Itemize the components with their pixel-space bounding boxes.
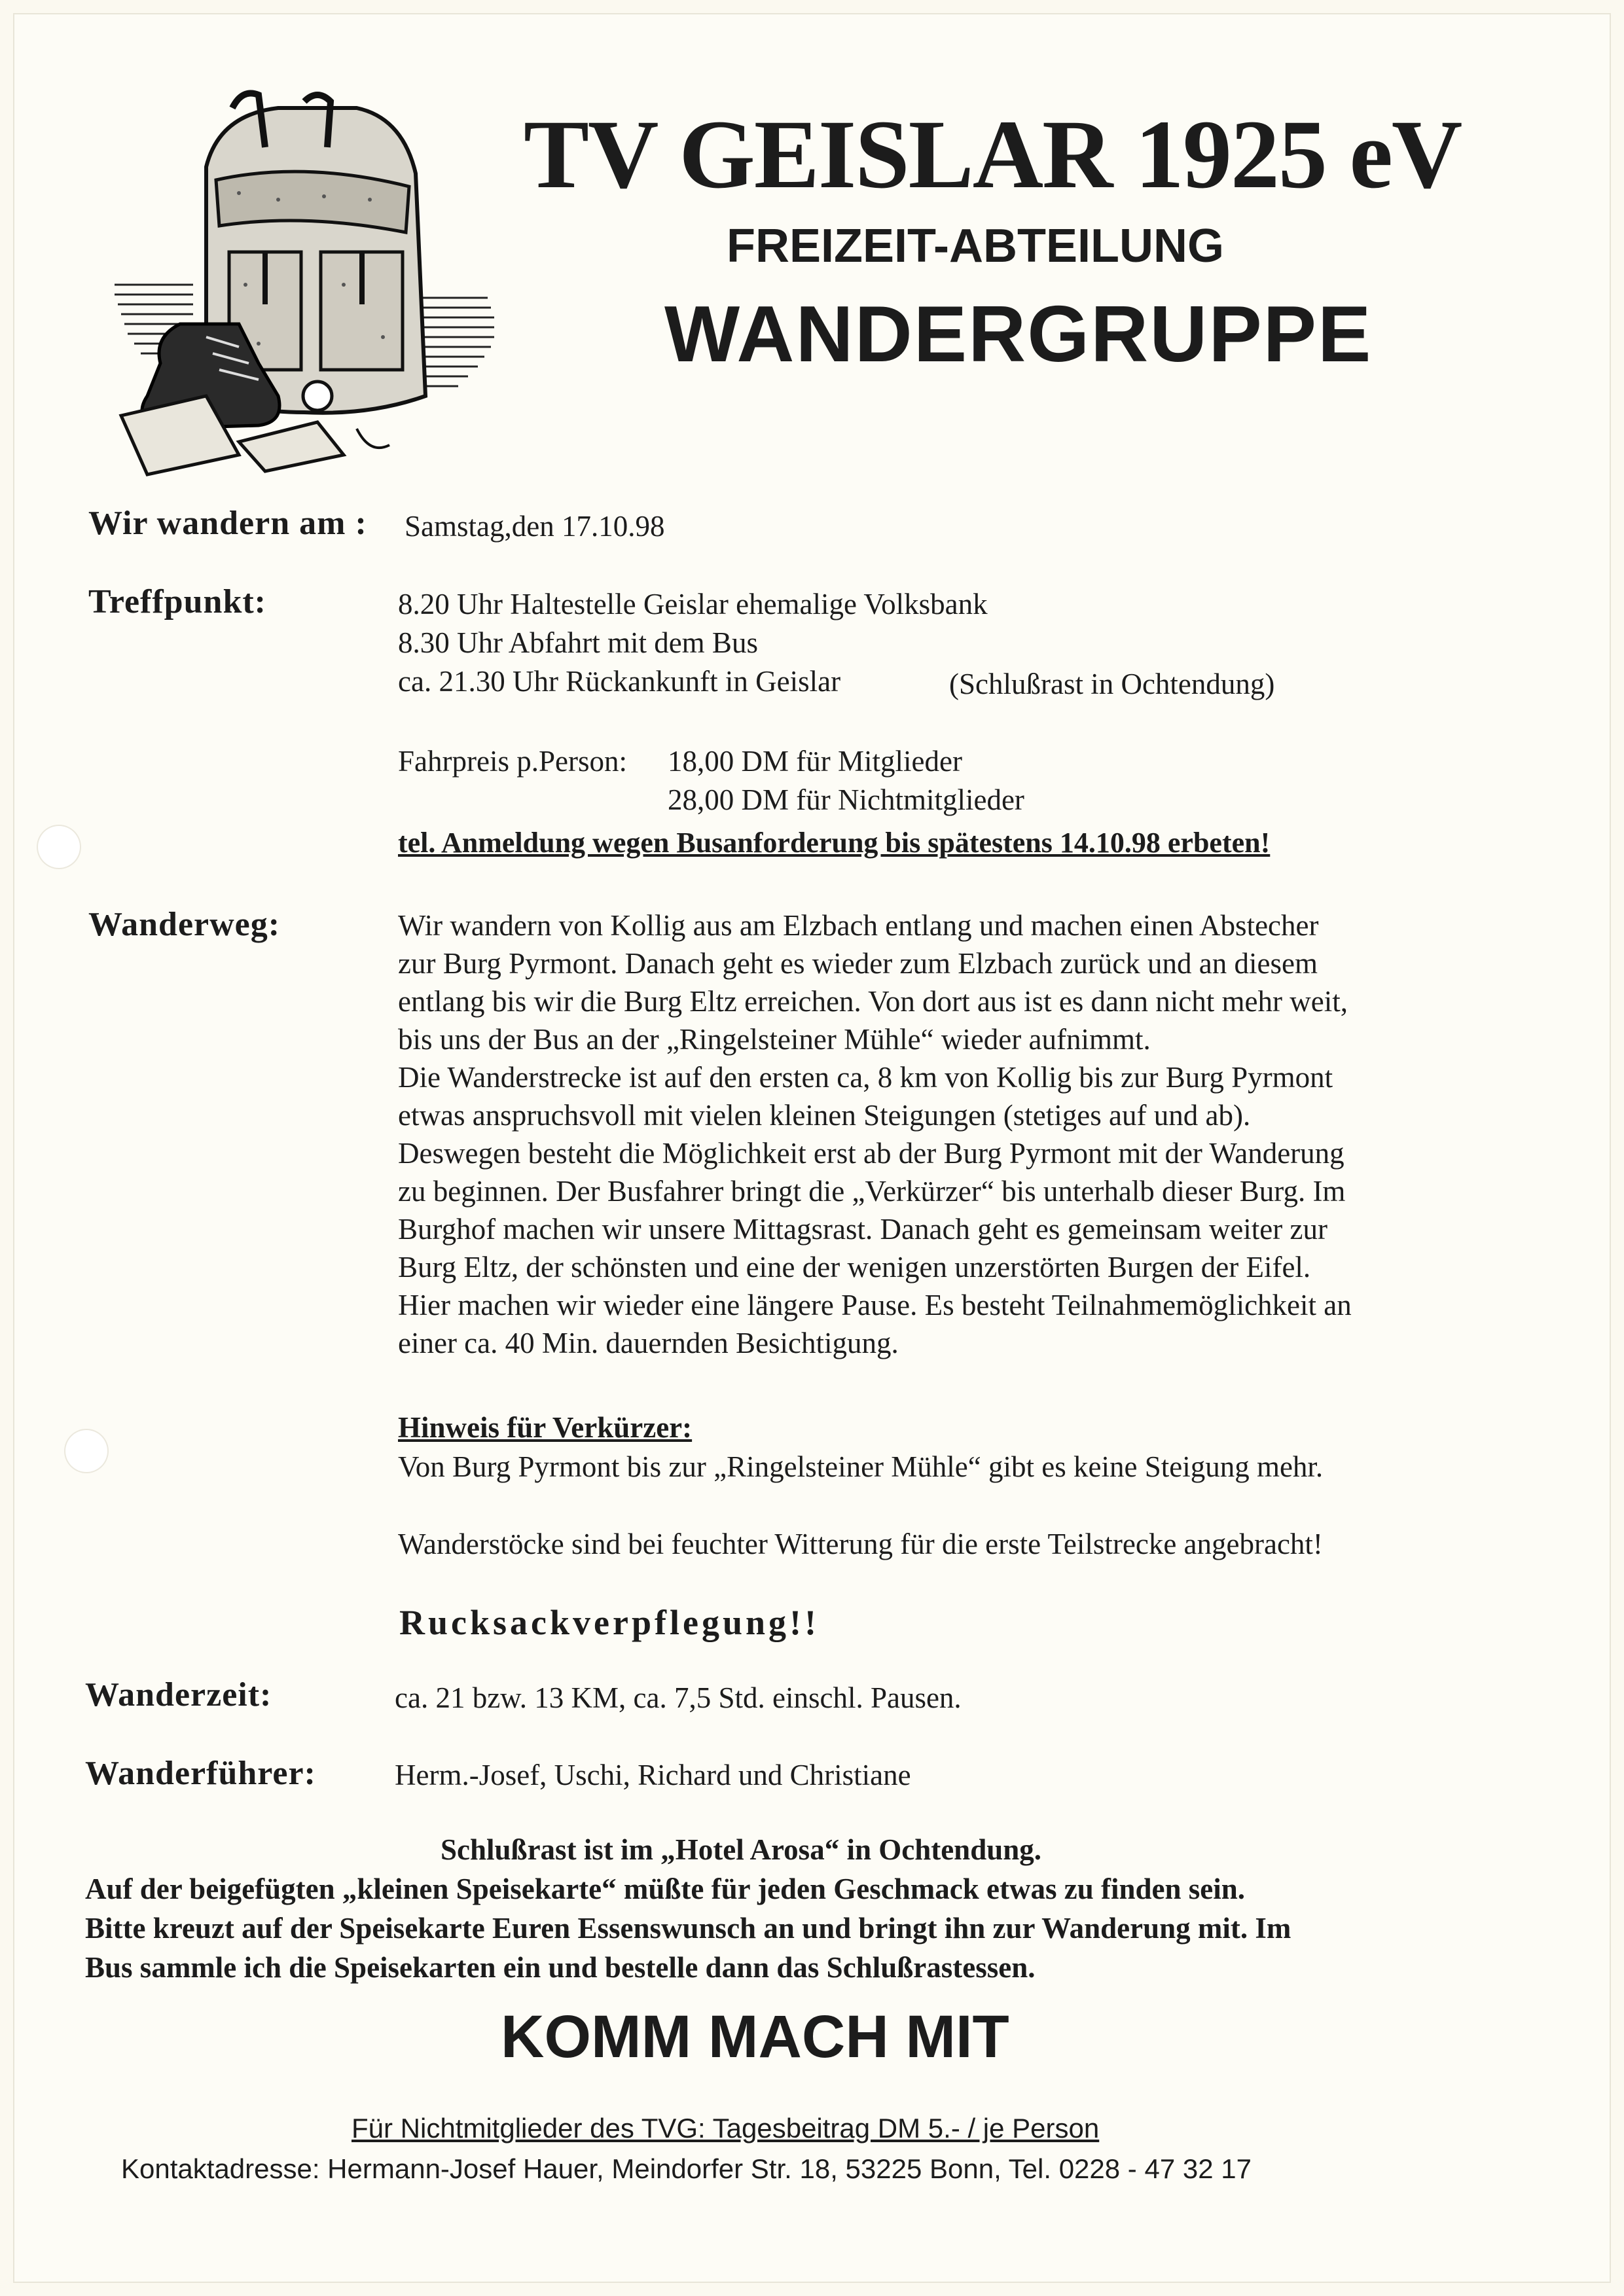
wanderweg-label: Wanderweg: xyxy=(88,906,281,943)
contact-address: Kontaktadresse: Hermann-Josef Hauer, Meindorfer Str. 18, 53225 Bonn, Tel. 0228 - 47 32 17 xyxy=(121,2153,1252,2184)
wanderfuehrer-label: Wanderführer: xyxy=(85,1755,316,1792)
wanderweg-line: einer ca. 40 Min. dauernden Besichtigung. xyxy=(398,1327,899,1359)
poles-note: Wanderstöcke sind bei feuchter Witterung für die erste Teilstrecke angebracht! xyxy=(398,1528,1323,1560)
treffpunkt-line: 8.20 Uhr Haltestelle Geislar ehemalige Volksbank xyxy=(398,588,988,620)
wanderweg-line: zu beginnen. Der Busfahrer bringt die „Verkürzer“ bis unterhalb dieser Burg. Im xyxy=(398,1175,1346,1208)
treffpunkt-line: 8.30 Uhr Abfahrt mit dem Bus xyxy=(398,626,758,659)
treffpunkt-label: Treffpunkt: xyxy=(88,583,266,620)
closing-line: Schlußrast ist im „Hotel Arosa“ in Ochtendung. xyxy=(441,1833,1042,1866)
date-label: Wir wandern am : xyxy=(88,505,367,542)
wanderzeit-label: Wanderzeit: xyxy=(85,1676,272,1713)
punch-hole xyxy=(38,826,80,868)
date-value: Samstag,den 17.10.98 xyxy=(405,510,665,543)
call-to-action: KOMM MACH MIT xyxy=(501,2003,1009,2070)
wanderweg-line: Hier machen wir wieder eine längere Pause. Es besteht Teilnahmemöglichkeit an xyxy=(398,1289,1352,1321)
group-title: WANDERGRUPPE xyxy=(664,289,1373,378)
rucksack-note: Rucksackverpflegung!! xyxy=(399,1603,820,1642)
closing-line: Bitte kreuzt auf der Speisekarte Euren Essenswunsch an und bringt ihn zur Wanderung mit. Im xyxy=(85,1912,1291,1945)
department-title: FREIZEIT-ABTEILUNG xyxy=(727,220,1224,272)
fare-members: 18,00 DM für Mitglieder xyxy=(668,745,962,778)
fare-nonmembers: 28,00 DM für Nichtmitglieder xyxy=(668,783,1024,816)
wanderweg-line: bis uns der Bus an der „Ringelsteiner Mühle“ wieder aufnimmt. xyxy=(398,1023,1151,1056)
fare-label: Fahrpreis p.Person: xyxy=(398,745,627,778)
wanderweg-line: entlang bis wir die Burg Eltz erreichen. Von dort aus ist es dann nicht mehr weit, xyxy=(398,985,1348,1018)
backpack-boots-illustration xyxy=(108,88,514,494)
wanderzeit-value: ca. 21 bzw. 13 KM, ca. 7,5 Std. einschl. Pausen. xyxy=(395,1681,962,1714)
wanderweg-line: zur Burg Pyrmont. Danach geht es wieder zum Elzbach zurück und an diesem xyxy=(398,947,1318,980)
wanderweg-line: Burg Eltz, der schönsten und eine der wenigen unzerstörten Burgen der Eifel. xyxy=(398,1251,1311,1283)
wanderweg-text xyxy=(398,908,1352,1364)
wanderfuehrer-value: Herm.-Josef, Uschi, Richard und Christiane xyxy=(395,1759,911,1791)
hint-text: Von Burg Pyrmont bis zur „Ringelsteiner Mühle“ gibt es keine Steigung mehr. xyxy=(398,1450,1324,1483)
fee-note: Für Nichtmitglieder des TVG: Tagesbeitrag DM 5.- / je Person xyxy=(352,2113,1100,2144)
punch-hole xyxy=(65,1430,107,1472)
treffpunkt-line: ca. 21.30 Uhr Rückankunft in Geislar xyxy=(398,665,841,698)
club-title: TV GEISLAR 1925 eV xyxy=(524,100,1462,209)
wanderweg-line: etwas anspruchsvoll mit vielen kleinen Steigungen (stetiges auf und ab). xyxy=(398,1099,1251,1132)
wanderweg-line: Die Wanderstrecke ist auf den ersten ca, 8 km von Kollig bis zur Burg Pyrmont xyxy=(398,1061,1333,1094)
closing-line: Bus sammle ich die Speisekarten ein und bestelle dann das Schlußrastessen. xyxy=(85,1951,1036,1984)
closing-line: Auf der beigefügten „kleinen Speisekarte“ müßte für jeden Geschmack etwas zu finden sein. xyxy=(85,1873,1246,1905)
hint-title: Hinweis für Verkürzer: xyxy=(398,1411,693,1444)
wanderweg-line: Wir wandern von Kollig aus am Elzbach entlang und machen einen Abstecher xyxy=(398,909,1319,942)
registration-note: tel. Anmeldung wegen Busanforderung bis spätestens 14.10.98 erbeten! xyxy=(398,827,1271,859)
treffpunkt-note: (Schlußrast in Ochtendung) xyxy=(949,668,1275,700)
wanderweg-line: Burghof machen wir unsere Mittagsrast. Danach geht es gemeinsam weiter zur xyxy=(398,1213,1327,1246)
wanderweg-line: Deswegen besteht die Möglichkeit erst ab der Burg Pyrmont mit der Wanderung xyxy=(398,1137,1344,1170)
